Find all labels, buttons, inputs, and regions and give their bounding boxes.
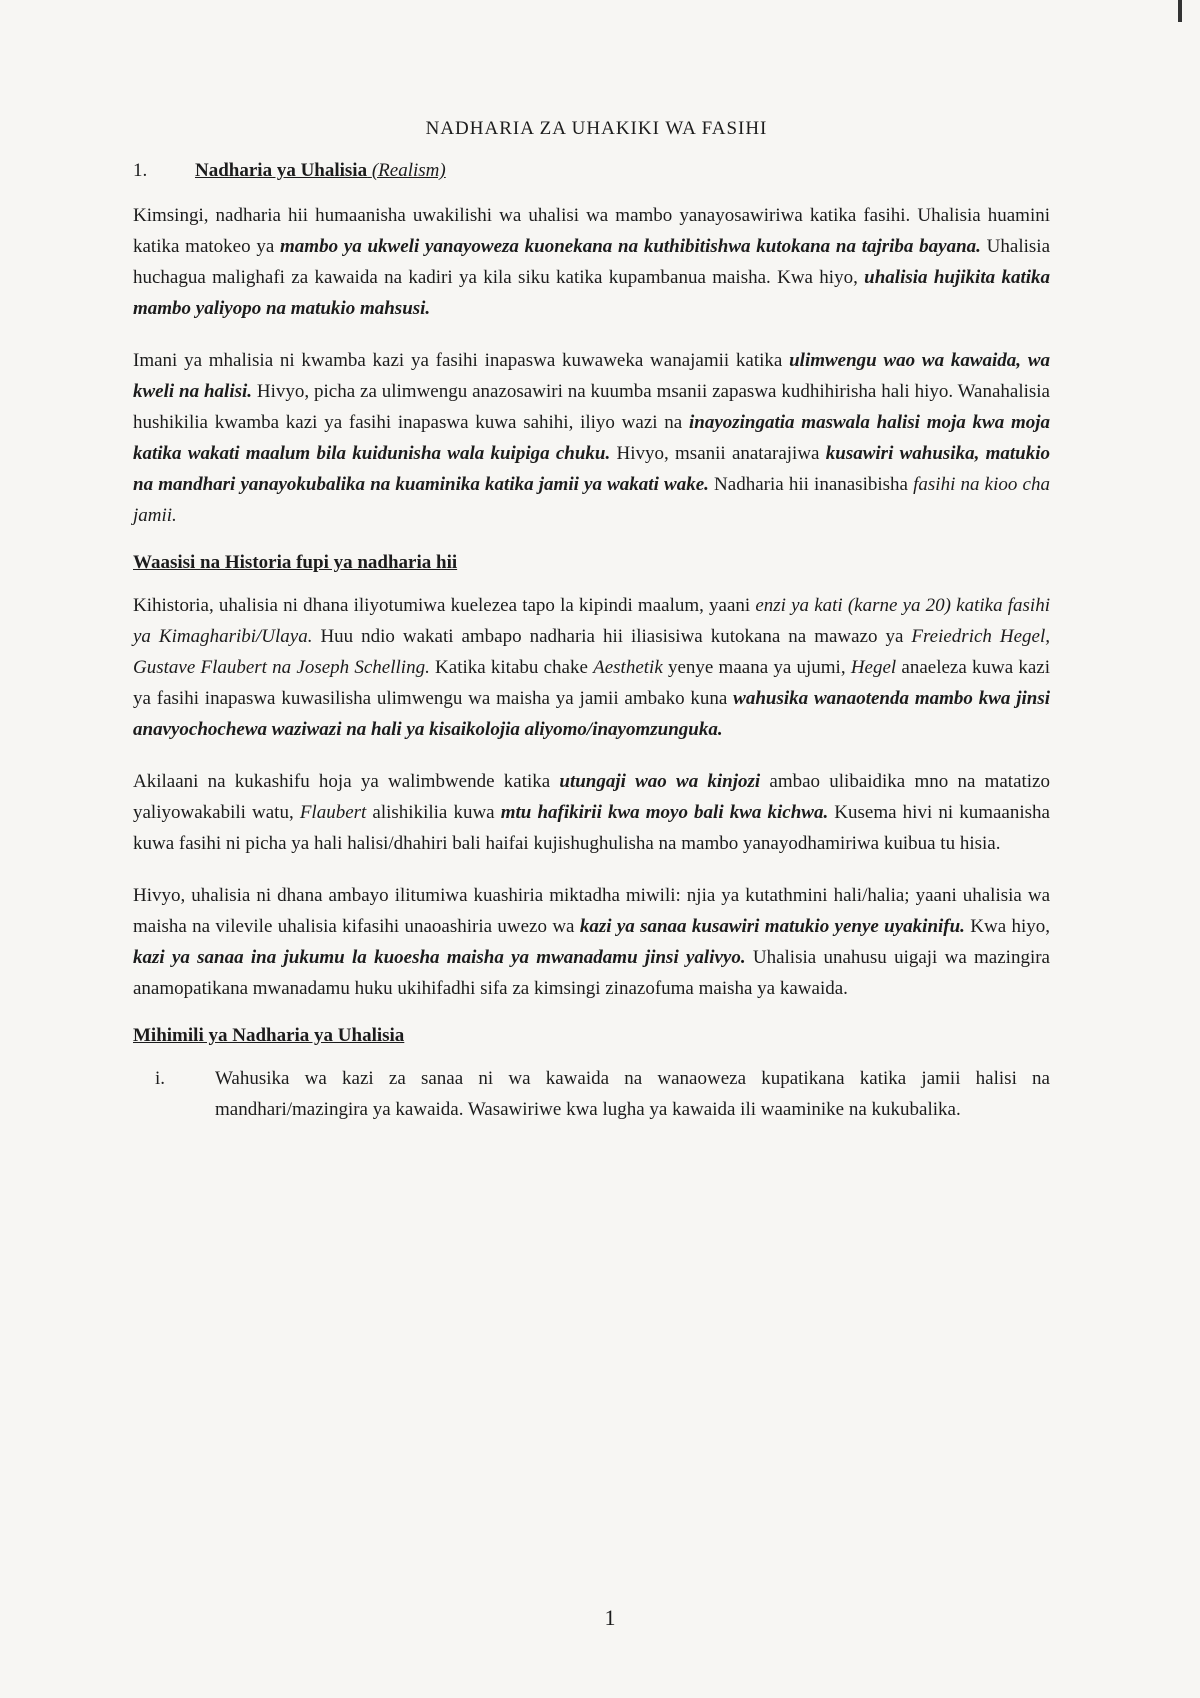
text-run: Kihistoria, uhalisia ni dhana iliyotumiwa kuelezea tapo la kipindi maalum, yaani — [133, 595, 756, 616]
section-number: 1. — [133, 160, 148, 181]
text-run: Hivyo, picha za ulimwengu anazosawiri na kuumba msanii zapaswa kudhihirisha hali hiyo. Wanahalisia hushikilia kwamba kazi ya fasihi inapaswa kuwa sahihi, iliyo wazi na — [133, 381, 1050, 433]
emphasis-run: kazi ya sanaa kusawiri matukio yenye uyakinifu. — [579, 916, 965, 937]
principles-list — [133, 1063, 1050, 1125]
emphasis-run: mtu hafikirii kwa moyo bali kwa kichwa. — [500, 802, 829, 823]
section-title-english: (Realism) — [371, 160, 446, 181]
paragraph-contexts — [133, 880, 1050, 1004]
italic-run: Hegel — [850, 657, 897, 678]
list-item-text: Wahusika wa kazi za sanaa ni wa kawaida na wanaoweza kupatikana katika jamii halisi na mandhari/mazingira ya kawaida. Wasawiriwe kwa lugha ya kawaida ili waaminike na kukubalika. — [215, 1068, 1050, 1120]
text-run: Katika kitabu chake — [429, 657, 594, 678]
text-run: Huu ndio wakati ambapo nadharia hii iliasisiwa kutokana na mawazo ya — [312, 626, 912, 647]
text-run: Kwa hiyo, — [964, 916, 1051, 937]
italic-run: Freiedrich Hegel, Gustave Flaubert na Joseph Schelling. — [133, 626, 1050, 678]
text-run: Hivyo, msanii anatarajiwa — [610, 443, 826, 464]
section-title — [195, 160, 446, 182]
emphasis-run: utungaji wao wa kinjozi — [559, 771, 761, 792]
paragraph-intro — [133, 200, 1050, 324]
italic-run: Aesthetik — [593, 657, 663, 678]
paragraph-flaubert — [133, 766, 1050, 859]
emphasis-run: kusawiri wahusika, matukio na mandhari yanayokubalika na kuaminika katika jamii ya wakati wake. — [133, 443, 1051, 495]
text-run: yenye maana ya ujumi, — [662, 657, 851, 678]
text-run: Uhalisia unahusu uigaji wa mazingira anamopatikana mwanadamu huku ukihifadhi sifa za kimsingi zinazofuma maisha ya kawaida. — [133, 947, 1050, 999]
italic-run: enzi ya kati (karne ya 20) katika fasihi ya Kimagharibi/Ulaya. — [133, 595, 1050, 647]
emphasis-run: uhalisia hujikita katika mambo yaliyopo na matukio mahsusi. — [133, 267, 1050, 319]
italic-run: Flaubert — [299, 802, 367, 823]
scan-edge-mark — [1178, 0, 1182, 22]
emphasis-run: ulimwengu wao wa kawaida, wa kweli na halisi. — [133, 350, 1050, 402]
subheading-history: Waasisi na Historia fupi ya nadharia hii — [133, 552, 458, 573]
text-run: Kusema hivi ni kumaanisha kuwa fasihi ni picha ya hali halisi/dhahiri bali haifai kujishughulisha na mambo yanayodhamiriwa kuibua tu hisia. — [133, 802, 1050, 854]
text-run: alishikilia kuwa — [366, 802, 501, 823]
text-run: Akilaani na kukashifu hoja ya walimbwende katika — [133, 771, 560, 792]
emphasis-run: wahusika wanaotenda mambo kwa jinsi anavyochochewa waziwazi na hali ya kisaikolojia aliyomo/inayomzunguka. — [133, 688, 1051, 740]
page-number: 1 — [604, 1605, 616, 1630]
list-item — [133, 1063, 1050, 1125]
text-run: Kimsingi, nadharia hii humaanisha uwakilishi wa uhalisi wa mambo yanayosawiriwa katika fasihi. Uhalisia huamini katika matokeo ya — [133, 205, 1050, 257]
text-run: Hivyo, uhalisia ni dhana ambayo ilitumiwa kuashiria miktadha miwili: njia ya kutathmini hali/halia; yaani uhalisia wa maisha na vilevile uhalisia kifasihi unaoashiria uwezo wa — [133, 885, 1050, 937]
list-marker: i. — [155, 1068, 166, 1089]
emphasis-run: mambo ya ukweli yanayoweza kuonekana na kuthibitishwa kutokana na tajriba bayana. — [280, 236, 981, 257]
text-run: anaeleza kuwa kazi ya fasihi inapaswa kuwasilisha ulimwengu wa maisha ya jamii ambako kuna — [133, 657, 1051, 709]
document-title: NADHARIA ZA UHAKIKI WA FASIHI — [425, 118, 768, 139]
section-title-main: Nadharia ya Uhalisia — [195, 160, 368, 181]
subheading-principles: Mihimili ya Nadharia ya Uhalisia — [133, 1025, 405, 1046]
text-run: ambao ulibaidika mno na matatizo yaliyowakabili watu, — [133, 771, 1050, 823]
paragraph-belief — [133, 345, 1050, 531]
section-heading — [133, 160, 1050, 182]
text-run: Imani ya mhalisia ni kwamba kazi ya fasihi inapaswa kuwaweka wanajamii katika — [133, 350, 790, 371]
emphasis-run: kazi ya sanaa ina jukumu la kuoesha maisha ya mwanadamu jinsi yalivyo. — [133, 947, 746, 968]
italic-run: fasihi na kioo cha jamii. — [133, 474, 1050, 526]
text-run: Nadharia hii inanasibisha — [708, 474, 914, 495]
emphasis-run: inayozingatia maswala halisi moja kwa moja katika wakati maalum bila kuidunisha wala kuipiga chuku. — [133, 412, 1050, 464]
paragraph-history — [133, 590, 1050, 745]
text-run: Uhalisia huchagua malighafi za kawaida na kadiri ya kila siku katika kupambanua maisha. Kwa hiyo, — [133, 236, 1050, 288]
